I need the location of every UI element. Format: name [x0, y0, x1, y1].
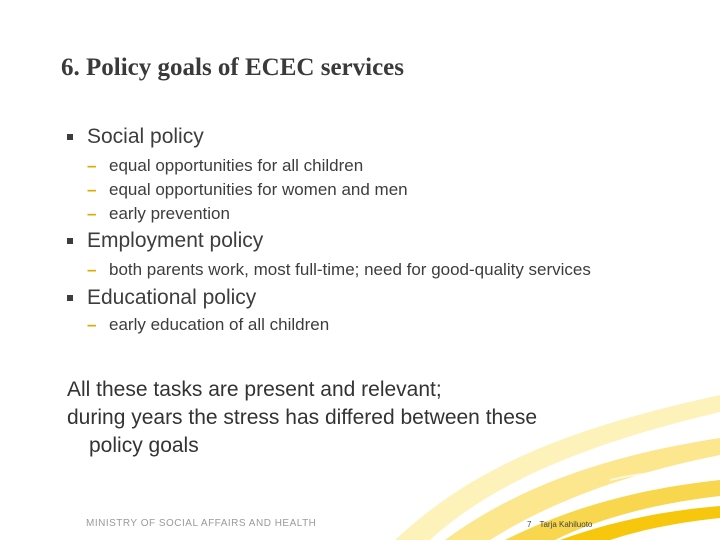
sub-bullet-text: equal opportunities for women and men: [109, 180, 408, 199]
square-bullet-icon: [67, 238, 73, 244]
sub-bullet-text: equal opportunities for all children: [109, 156, 364, 175]
bullet-employment-policy: [67, 226, 667, 256]
sub-bullet-text: early prevention: [109, 204, 230, 223]
dash-icon: –: [87, 260, 97, 279]
dash-icon: –: [87, 156, 97, 175]
ministry-logo-text: MINISTRY OF SOCIAL AFFAIRS AND HEALTH: [86, 518, 317, 529]
sub-bullet: [87, 202, 667, 226]
sub-bullet: [87, 178, 667, 202]
author-name: Tarja Kahiluoto: [539, 520, 593, 529]
summary-line: policy goals: [89, 434, 199, 457]
summary-line: All these tasks are present and relevant;: [67, 378, 442, 401]
sub-bullet: [87, 154, 667, 178]
sub-bullet: [87, 260, 607, 279]
square-bullet-icon: [67, 134, 73, 140]
bullet-social-policy: [67, 122, 667, 152]
dash-icon: –: [87, 204, 97, 223]
footer-meta: [527, 520, 592, 529]
page-number: 7: [527, 520, 532, 529]
dash-icon: –: [87, 315, 97, 334]
bullet-heading: Employment policy: [87, 229, 264, 252]
slide-title: 6. Policy goals of ECEC services: [61, 54, 405, 81]
dash-icon: –: [87, 180, 97, 199]
sub-bullet-text: early education of all children: [109, 315, 330, 334]
bullet-heading: Social policy: [87, 125, 204, 148]
bullet-heading: Educational policy: [87, 286, 257, 309]
summary-paragraph: [67, 376, 627, 460]
summary-line: during years the stress has differed between these: [67, 406, 538, 429]
sub-bullet-text: both parents work, most full-time; need for good-quality services: [109, 260, 591, 279]
bullet-list: [67, 122, 667, 337]
square-bullet-icon: [67, 295, 73, 301]
bullet-educational-policy: [67, 283, 667, 313]
sub-bullet: [87, 313, 667, 337]
